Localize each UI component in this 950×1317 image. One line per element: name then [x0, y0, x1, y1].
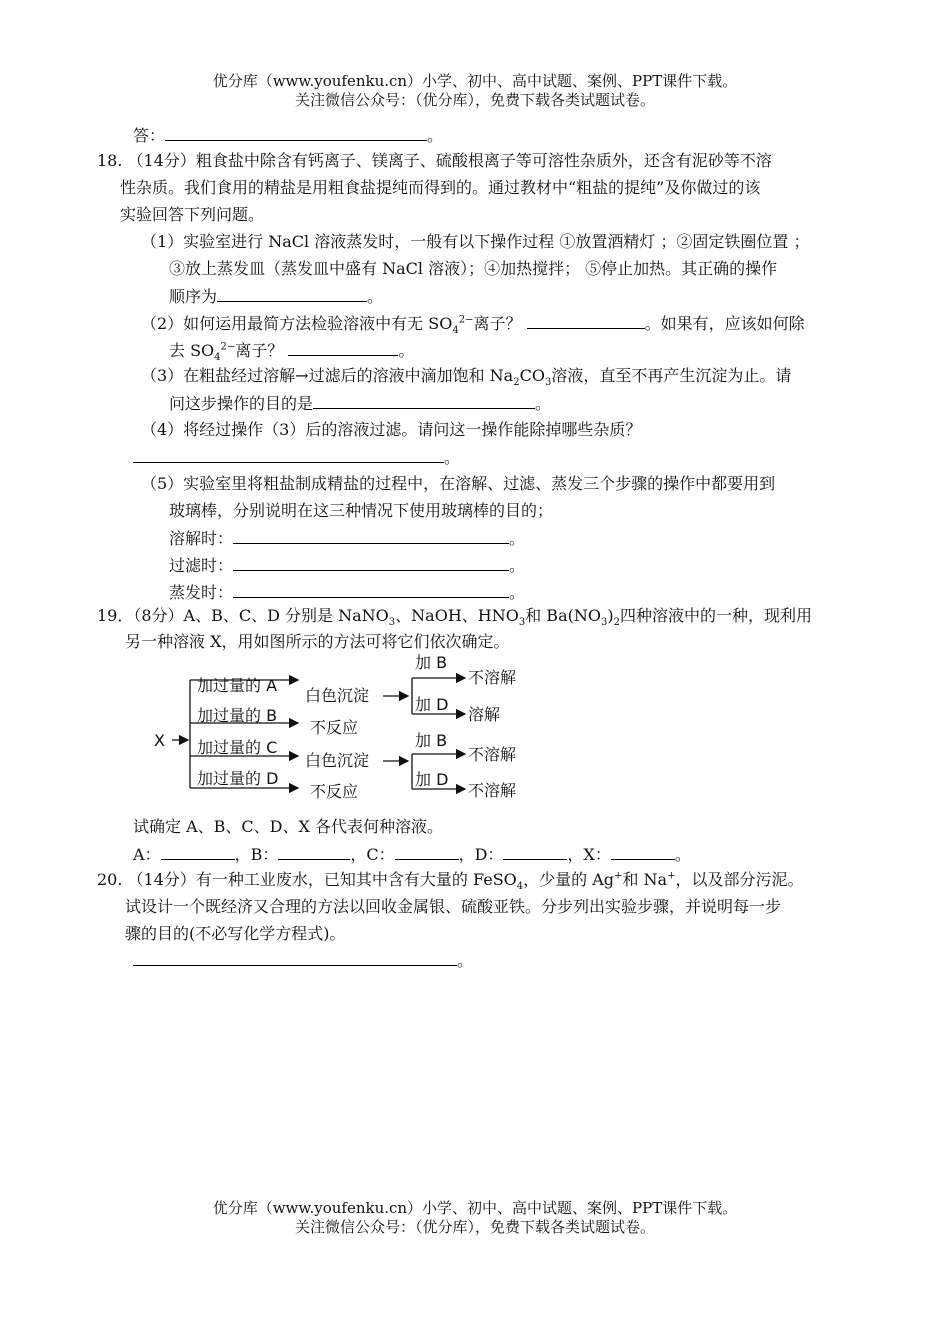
q19-line-1: 19．（8分）A、B、C、D 分别是 NaNO$_3$、NaOH、$HNO_3$和 $Ba(NO_3)_2$四种溶液中的一种，现利用	[97, 606, 812, 629]
q19-answers: A： ，B： ，C： ，D： ，X： 。	[133, 842, 691, 867]
footer-line-2: 关注微信公众号：（优分库），免费下载各类试题试卷。	[294, 1218, 655, 1236]
q18-part2-blank-1[interactable]	[527, 311, 645, 329]
previous-answer: 答： 。	[133, 123, 443, 148]
q18-intro-line-1: 18. （14分）粗食盐中除含有钙离子、镁离子、硫酸根离子等可溶性杂质外，还含有泥砂等不溶	[97, 151, 772, 170]
insoluble-2: 不溶解	[468, 745, 517, 764]
q19-flow-diagram	[150, 650, 530, 805]
q20-answer: 。	[133, 948, 473, 973]
x-label: X	[154, 731, 165, 750]
footer-line-1: 优分库（www.youfenku.cn）小学、初中、高中试题、案例、PPT课件下载。	[212, 1199, 738, 1217]
q18-number: 18.	[97, 151, 123, 170]
answer-label: 答：	[133, 126, 166, 145]
q18-part5-line-2: 玻璃棒，分别说明在这三种情况下使用玻璃棒的目的；	[169, 501, 554, 520]
q18-filter-blank[interactable]	[233, 553, 509, 571]
dissolves-1: 溶解	[468, 705, 501, 724]
white-precipitate-2: 白色沉淀	[305, 751, 370, 770]
q18-part1-line-2: ③放上蒸发皿（蒸发皿中盛有 NaCl 溶液）；④加热搅拌； ⑤停止加热。其正确的操作	[169, 259, 778, 278]
q18-part2-blank-2[interactable]	[288, 338, 398, 356]
add-d-label: 加过量的 D	[197, 769, 279, 788]
q18-filter-line: 过滤时： 。	[169, 553, 525, 578]
q20-blank[interactable]	[133, 948, 457, 966]
q19-blank-x[interactable]	[611, 842, 675, 860]
q18-part4-line: （4）将经过操作（3）后的溶液过滤。请问这一操作能除掉哪些杂质？	[141, 420, 642, 439]
q20-line-1: 20. （14分）有一种工业废水，已知其中含有大量的 FeSO$_4$，少量的 Ag+和 Na+，以及部分污泥。	[97, 870, 804, 893]
insoluble-3: 不溶解	[468, 781, 517, 800]
q19-line-2: 另一种溶液 X，用如图所示的方法可将它们依次确定。	[125, 632, 510, 651]
q19-blank-a[interactable]	[161, 842, 235, 860]
q20-line-3: 骤的目的(不必写化学方程式)。	[125, 924, 346, 943]
q19-blank-b[interactable]	[278, 842, 350, 860]
add-a-label: 加过量的 A	[197, 676, 278, 695]
q18-dissolve-line: 溶解时： 。	[169, 526, 525, 551]
q18-part4-blank[interactable]	[133, 445, 444, 463]
insoluble-1: 不溶解	[468, 668, 517, 687]
header-line-1: 优分库（www.youfenku.cn）小学、初中、高中试题、案例、PPT课件下载。	[212, 72, 738, 90]
add-b2-label: 加 B	[415, 653, 448, 672]
white-precipitate-1: 白色沉淀	[305, 686, 370, 705]
add-b3-label: 加 B	[415, 731, 448, 750]
q19-number: 19．	[97, 606, 134, 625]
add-d3-label: 加 D	[415, 770, 449, 789]
q19-blank-c[interactable]	[395, 842, 459, 860]
q20-line-2: 试设计一个既经济又合理的方法以回收金属银、硫酸亚铁。分步列出实验步骤，并说明每一步	[125, 897, 782, 916]
q18-part2-line-2: 去 $SO_4^{2-}$离子？ 。	[169, 338, 414, 363]
q18-intro-line-2: 性杂质。我们食用的精盐是用粗食盐提纯而得到的。通过教材中“粗盐的提纯”及你做过的该	[120, 178, 761, 197]
q19-blank-d[interactable]	[503, 842, 567, 860]
add-b-label: 加过量的 B	[197, 706, 278, 725]
answer-blank[interactable]	[165, 123, 427, 141]
q18-evaporate-line: 蒸发时： 。	[169, 580, 525, 605]
q18-dissolve-blank[interactable]	[233, 526, 509, 544]
q19-ask: 试确定 A、B、C、D、X 各代表何种溶液。	[133, 817, 443, 836]
q18-part5-line-1: （5）实验室里将粗盐制成精盐的过程中，在溶解、过滤、蒸发三个步骤的操作中都要用到	[141, 474, 776, 493]
q18-part4-answer: 。	[133, 445, 460, 470]
add-d2-label: 加 D	[415, 695, 449, 714]
header-line-2: 关注微信公众号：（优分库），免费下载各类试题试卷。	[294, 91, 655, 109]
add-c-label: 加过量的 C	[197, 738, 278, 757]
no-reaction-1: 不反应	[310, 718, 359, 737]
q18-part3-line-1: （3）在粗盐经过溶解→过滤后的溶液中滴加饱和 $Na_2CO_3$溶液，直至不再产生沉淀为止。请	[141, 366, 792, 389]
q18-evaporate-blank[interactable]	[233, 580, 509, 598]
q18-part1-blank[interactable]	[217, 284, 367, 302]
q18-intro-line-3: 实验回答下列问题。	[120, 205, 265, 224]
q18-part3-blank[interactable]	[313, 391, 535, 409]
q18-part2-line-1: （2）如何运用最简方法检验溶液中有无 $SO_4^{2-}$离子？ 。如果有，应该如何除	[141, 311, 805, 336]
no-reaction-2: 不反应	[310, 782, 359, 801]
q18-part1-line-1: （1）实验室进行 NaCl 溶液蒸发时，一般有以下操作过程 ①放置酒精灯 ；②固定铁圈位置 ；	[141, 232, 810, 251]
q20-number: 20.	[97, 870, 123, 889]
q18-part1-line-3: 顺序为 。	[169, 284, 383, 309]
q18-part3-line-2: 问这步操作的目的是 。	[169, 391, 551, 416]
